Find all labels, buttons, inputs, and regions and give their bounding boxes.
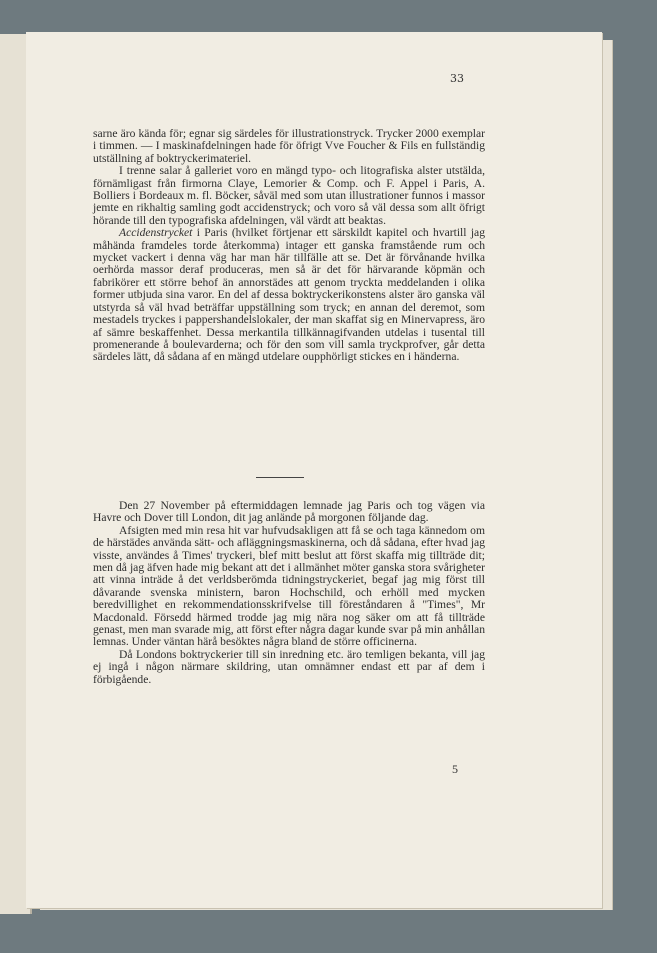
- signature-mark: 5: [452, 762, 458, 776]
- paragraph: Den 27 November på eftermiddagen lemnade jag Paris och tog vägen via Havre och Dover till London, dit jag anlände på morgonen följande dag.: [93, 499, 485, 525]
- italic-term: Accidenstrycket: [119, 226, 193, 240]
- paragraph: Afsigten med min resa hit var hufvudsakligen att få se och taga kännedom om de härstädes använda sätt- och afläggningsmaskinerna, och då sådana, efter hvad jag visste, användes å Times' tryckeri, blef mitt beslut att först skaffa mig tillträde dit; men då jag äfven hade mig bekant att det i allmänhet möter ganska stora svårigheter att vinna inträde å det verldsberömda tidningstryckeriet, begaf jag mig först till dåvarande svenska ministern, baron Hochschild, och erhöll med mycken beredvillighet en rekommendationsskrifvelse till föreståndaren å "Times", Mr Macdonald. Försedd härmed trodde jag mig nära nog säker om att få tillträde genast, men man svarade mig, att först efter några dagar kunde svar på min anhållan lemnas. Under väntan härå besöktes några bland de större officinerna.: [93, 523, 485, 649]
- section-divider: [256, 477, 304, 478]
- paragraph: Då Londons boktryckerier till sin inredning etc. äro temligen bekanta, vill jag ej ingå i någon närmare skildring, utan omnämner endast ett par af dem i förbigående.: [93, 647, 485, 686]
- paragraph: I trenne salar å galleriet voro en mängd typo- och litografiska alster utstälda, förnämligast från firmorna Claye, Lemorier & Comp. och F. Appel i Paris, A. Bolliers i Bordeaux m. fl. Böcker, såväl med som utan illustrationer funnos i massor jemte en rikhaltig samling godt accidenstryck; och voro så väl dessa som allt öfrigt hörande till den typografiska afdelningen, väl värdt att beaktas.: [93, 164, 485, 227]
- paragraph-text: i Paris (hvilket förtjenar ett särskildt kapitel och hvartill jag måhända framdeles torde återkomma) intager ett ganska framstående rum och mycket vackert i denna väg har man här tillfälle att se. Det är förvånande hvilka oerhörda massor deraf produceras, men så är det för härvarande köpmän och fabrikörer ett större behof än annorstädes att genom tryckta meddelanden i olika former utbjuda sina varor. En del af dessa boktryckerikonstens alster äro ganska väl utstyrda så väl hvad beträffar uppställning som tryck; en annan del deremot, som mestadels tryckes i pappershandelslokaler, der man skaffat sig en Minervapress, äro af sämre beskaffenhet. Dessa merkantila tillkännagifvanden utdelas i tusental till promenerande å boulevarderna; och för den som vill samla tryckprofver, går detta särdeles lätt, då sådana af en mängd utdelare oupphörligt stickes en i händerna.: [93, 226, 485, 364]
- paragraph: sarne äro kända för; egnar sig särdeles för illustrationstryck. Trycker 2000 exemplar i timmen. — I maskinafdelningen hade för öfrigt Vve Foucher & Fils en fullständig utställning af boktryckerimateriel.: [93, 127, 485, 165]
- page-number: 33: [450, 72, 464, 85]
- text-section-1: [93, 128, 485, 364]
- text-section-2: [93, 500, 485, 686]
- paragraph: [93, 227, 485, 363]
